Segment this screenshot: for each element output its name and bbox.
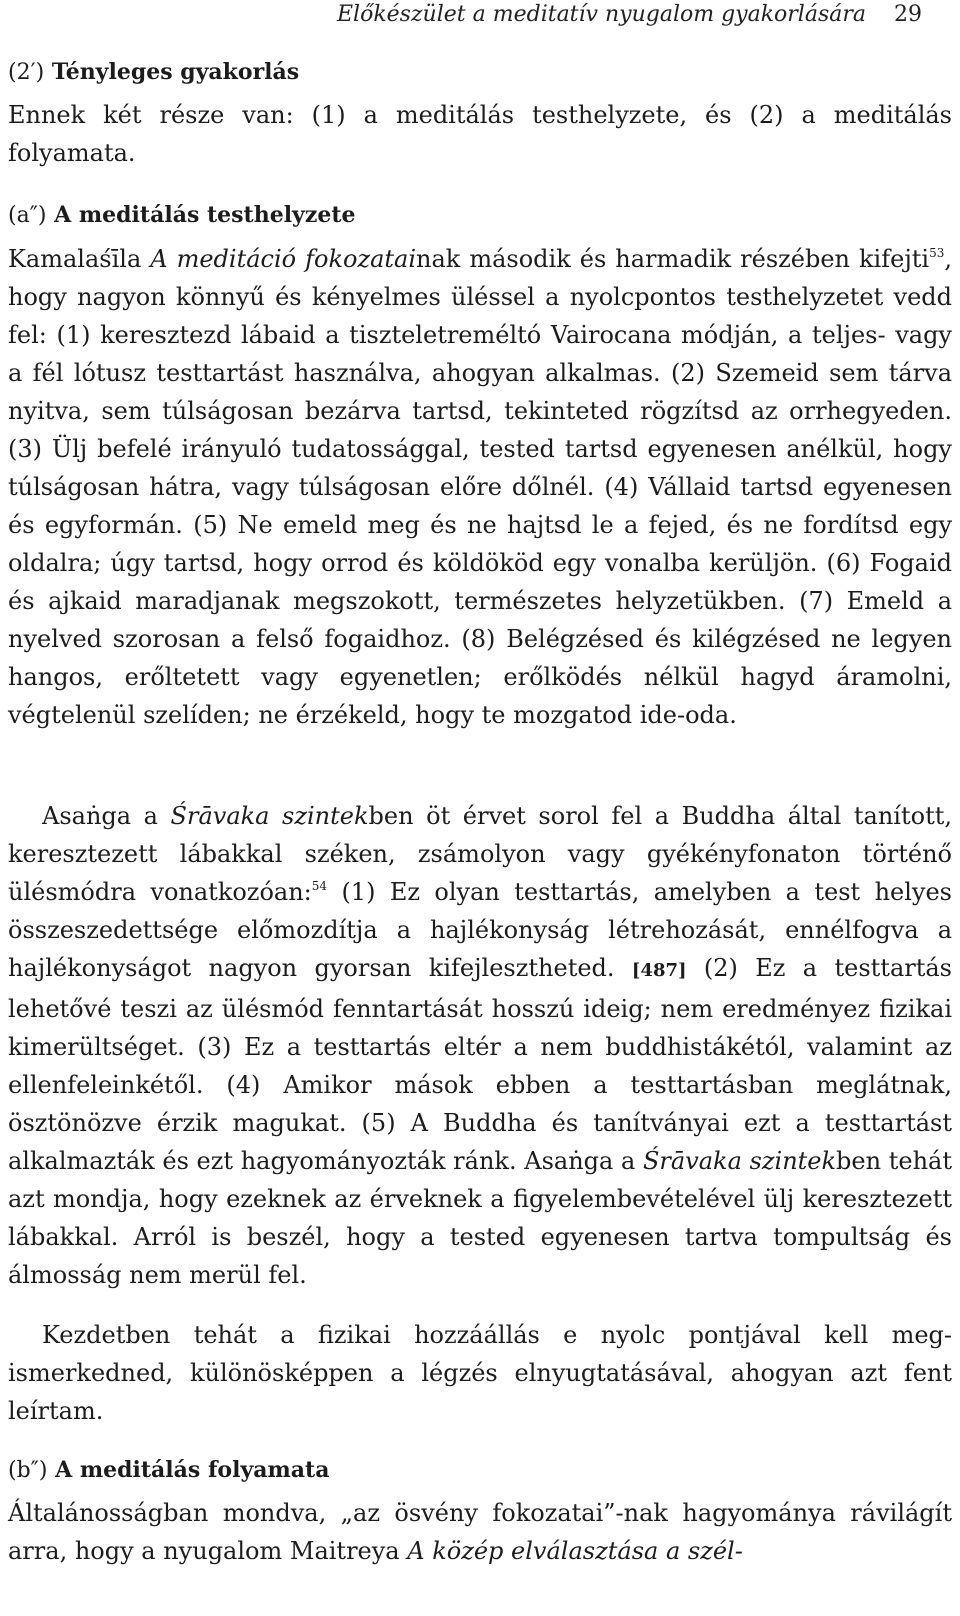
text-run: Asaṅga a [42, 802, 171, 830]
page-reference: [487] [631, 960, 687, 981]
footnote-ref: 53 [929, 246, 945, 260]
section-title: A meditálás testhelyzete [54, 202, 356, 228]
text-run: ben öt érvet sorol fel a Buddha által tanított, keresztezett lábakkal széken, zsámolyon vagy gyékényfonaton történő ülésmódra vonatkozóan: [8, 802, 952, 906]
asanga-paragraph [8, 797, 952, 1294]
text-run: ben tehát azt mondja, hogy ezeknek az érveknek a figyelembevételével ülj keresztezett lábakkal. Arról is beszél, hogy a tested egyenesen tartva tompultság és álmosság nem merül fel. [8, 1147, 952, 1289]
section-title: A meditálás folyamata [55, 1457, 330, 1483]
text-run: Kamalaśīla [8, 245, 151, 273]
section-marker: (b″) [8, 1458, 48, 1483]
section-title: Tényleges gyakorlás [51, 59, 300, 85]
section-heading-practice [8, 57, 299, 88]
running-head [337, 0, 922, 30]
work-title: Śrāvaka szintek [642, 1147, 837, 1175]
posture-paragraph [8, 240, 952, 734]
work-title: Śrāvaka szintek [170, 802, 369, 830]
process-paragraph [8, 1494, 952, 1570]
text-run: (1) Ez olyan testtartás, amelyben a test helyes összeszedettsége előmozdítja a hajlékonyság létrehozását, ennélfogva a hajlékonyságot nagyon gyorsan kifejlesztheted. [8, 878, 952, 982]
page-number: 29 [894, 2, 922, 27]
footnote-ref: 54 [311, 879, 328, 893]
work-title: A közép elválasztása a szél- [407, 1537, 743, 1565]
work-title: A meditáció fokozatai [150, 245, 417, 273]
text-run: nak második és harmadik részében kifejti [416, 245, 930, 273]
text-run: (2) Ez a testtartás lehetővé teszi az ülésmód fenntartását hosszú ideig; nem eredményez fizikai kimerültséget. (3) Ez a testtartás eltér a nem buddhistákétól, valamint az ellenfeleinkétől. (4) Amikor mások ebben a testtartásban meglátnak, ösztönözve érzik magukat. (5) A Buddha és tanítványai ezt a testtartást alkalmazták és ezt hagyományozták ránk. Asaṅga a [8, 954, 952, 1175]
text-run: , hogy nagyon könnyű és kényelmes üléssel a nyolcpontos testhelyzetet vedd fel: (1) keresztezd lábaid a tiszteletreméltó Vairocana módján, a teljes- vagy a fél lótusz testtartást használva, ahogyan alkalmas. (2) Szemeid sem tárva nyitva, sem túlságosan bezárva tartsd, tekinteted rögzítsd az orrhegyeden. (3) Ülj befelé irányuló tudatossággal, tested tartsd egyenesen anélkül, hogy túlságosan hátra, vagy túlságosan előre dőlnél. (4) Vállaid tartsd egyenesen és egyformán. (5) Ne emeld meg és ne hajtsd le a fejed, és ne fordítsd egy oldalra; úgy tartsd, hogy orrod és köldököd egy vonalba kerüljön. (6) Fogaid és ajkaid maradjanak megszokott, természetes helyzetükben. (7) Emeld a nyelved szorosan a felső fogaidhoz. (8) Belégzésed és kilégzésed ne legyen hangos, erőltetett vagy egyenetlen; erőlködés nélkül hagyd áramolni, végtelenül szelíden; ne érzékeld, hogy te mozgatod ide-oda. [8, 245, 953, 729]
summary-paragraph: Kezdetben tehát a fizikai hozzáállás e nyolc pontjával kell megismerkedned, különösképpen a légzés elnyugtatásával, ahogyan azt fent leírtam. [8, 1321, 952, 1425]
section-heading-process [8, 1455, 329, 1486]
running-head-title: Előkészület a meditatív nyugalom gyakorlására [336, 2, 866, 27]
section-marker: (a″) [8, 203, 47, 228]
text-run: Általánosságban mondva, „az ösvény fokozatai”-nak hagyománya rávilágít arra, hogy a nyugalom Maitreya [8, 1499, 952, 1565]
section-heading-posture [8, 200, 355, 231]
section-marker: (2′) [8, 60, 45, 85]
section-intro-paragraph: Ennek két része van: (1) a meditálás testhelyzete, és (2) a meditálás folyamata. [8, 101, 952, 167]
